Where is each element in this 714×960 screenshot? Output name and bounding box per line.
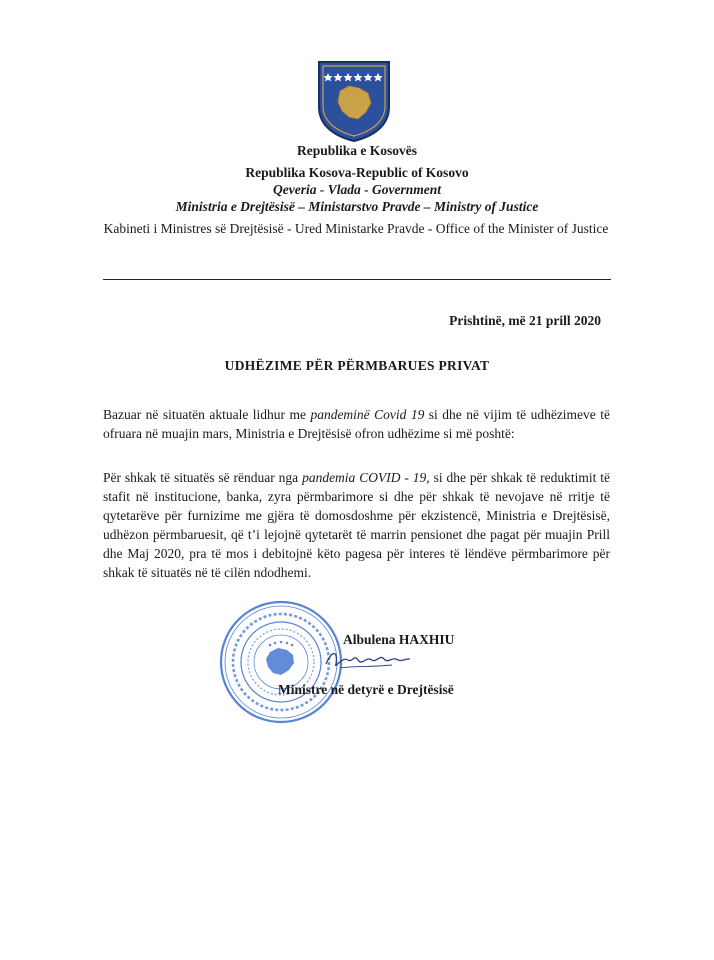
signatory-name: Albulena HAXHIU [343,632,455,647]
paragraph-2-italic: pandemia COVID - 19 [302,470,427,485]
header-government: Qeveria - Vlada - Government [273,182,441,197]
header-republic: Republika e Kosovës [296,143,418,158]
place-date: Prishtinë, më 21 prill 2020 [449,313,601,328]
header-cabinet: Kabineti i Ministres së Drejtësisë - Ured Ministarke Pravde - Office of the Minister of Justice [103,221,609,236]
paragraph-2 [103,468,610,582]
header-divider [103,279,611,280]
handwritten-signature-icon [322,646,412,674]
paragraph-1-before: Bazuar në situatën aktuale lidhur me [103,407,311,422]
paragraph-2-before: Për shkak të situatës së rënduar nga [103,470,303,485]
kosovo-coat-of-arms-icon [316,59,392,143]
signatory-title: Ministre në detyrë e Drejtësisë [278,682,454,697]
document-title: UDHËZIME PËR PËRMBARUES PRIVAT [224,358,490,373]
paragraph-1 [103,405,610,443]
header-republic-multilingual: Republika Kosova-Republic of Kosovo [245,165,469,180]
paragraph-1-after: si dhe në vijim të udhëzimeve të ofruara në muajin mars, Ministria e Drejtësisë ofron udhëzime si më poshtë: [103,407,610,441]
paragraph-2-after: , si dhe për shkak të reduktimit të stafit në institucione, banka, zyra përmbarimore si dhe për shkak të nevojave në rritje të qytetarëve për furnizime me gjëra të domosdoshme për ekzistencë, Ministria e Drejtësisë, udhëzon përmbaruesit, që t’i lejojnë qytetarët të marrin pensionet dhe pagat për muajin Prill dhe Maj 2020, pra të mos i debitojnë këto pagesa për interes të lëndëve përmbarimore për shkak të situatës në të cilën ndodhemi. [103,470,610,580]
paragraph-1-italic: pandeminë Covid 19 [310,407,425,422]
header-ministry: Ministria e Drejtësisë – Ministarstvo Pravde – Ministry of Justice [175,199,539,214]
